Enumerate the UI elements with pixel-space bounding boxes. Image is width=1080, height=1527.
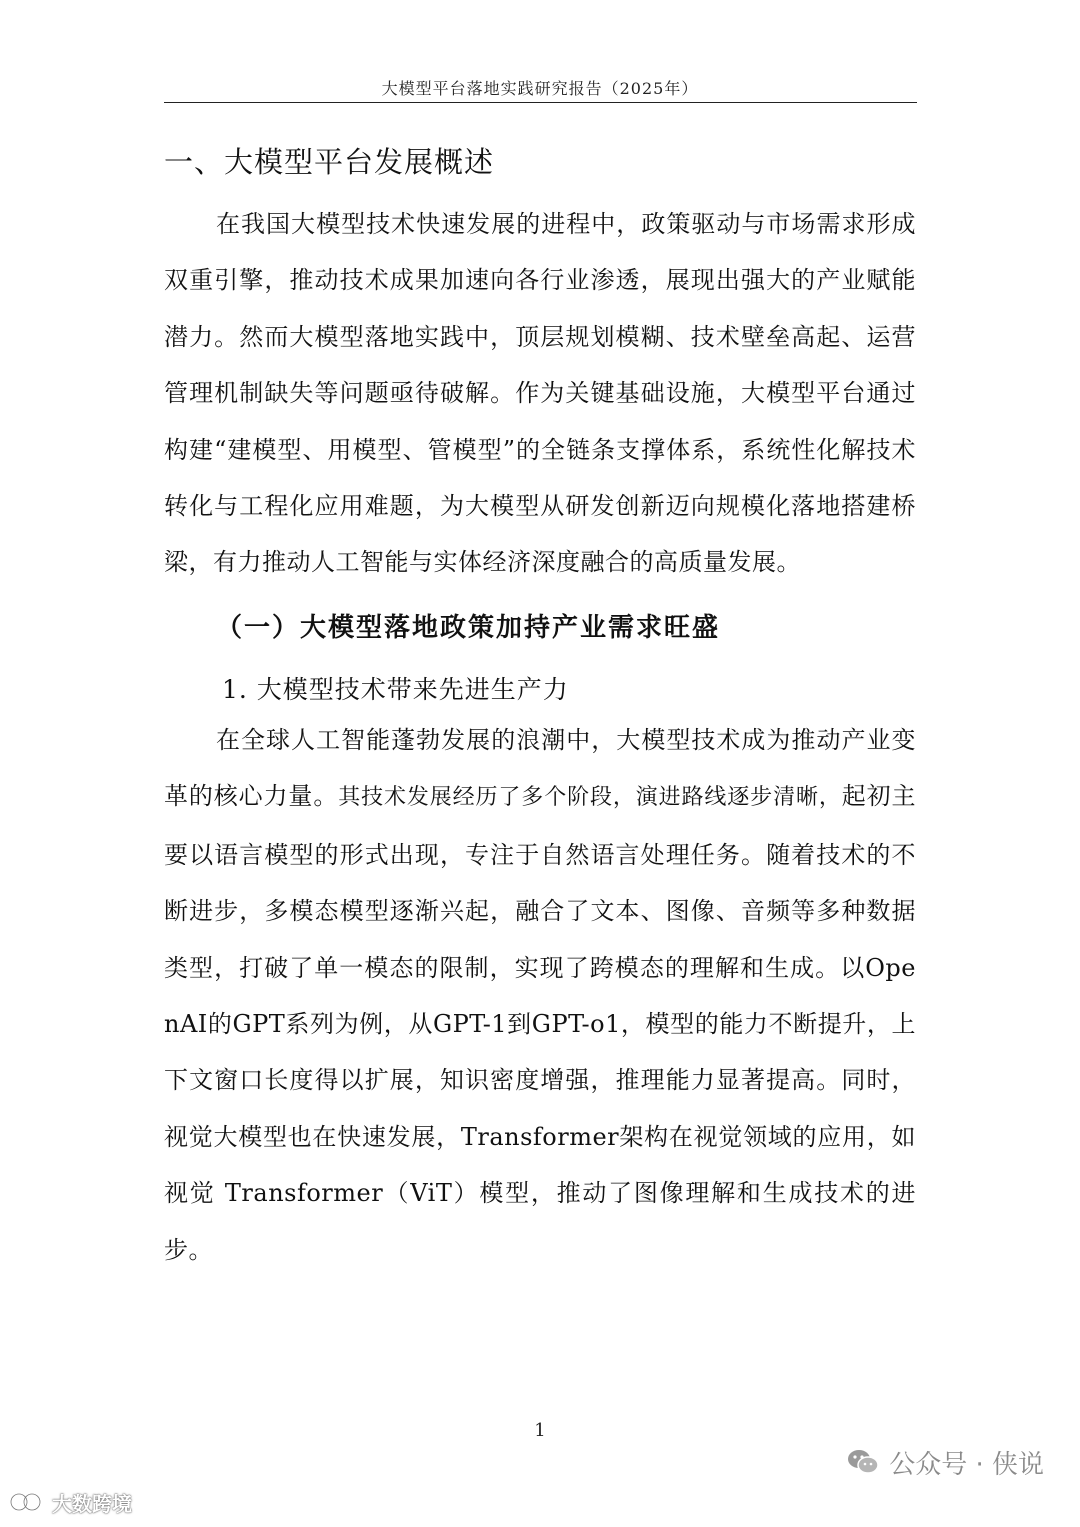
link-icon bbox=[8, 1491, 48, 1513]
watermark-right-text: 公众号 · 侠说 bbox=[889, 1449, 1044, 1480]
body-text-part1: 在全球人工智能蓬勃发展的浪潮中，大模型技术成为推动产业变革的核心力量。 bbox=[164, 726, 916, 811]
wechat-icon bbox=[847, 1448, 879, 1476]
body-text-highlight: 其技术发展经历了多个阶段，演进路线逐步清晰， bbox=[338, 785, 842, 811]
watermark-source bbox=[8, 1486, 132, 1518]
header-divider bbox=[164, 102, 917, 103]
watermark-left-text: 大数跨境 bbox=[52, 1491, 132, 1516]
intro-paragraph: 在我国大模型技术快速发展的进程中，政策驱动与市场需求形成双重引擎，推动技术成果加速向各行业渗透，展现出强大的产业赋能潜力。然而大模型落地实践中，顶层规划模糊、技术壁垒高起、运营管理机制缺失等问题亟待破解。作为关键基础设施，大模型平台通过构建“建模型、用模型、管模型”的全链条支撑体系，系统性化解技术转化与工程化应用难题，为大模型从研发创新迈向规模化落地搭建桥梁，有力推动人工智能与实体经济深度融合的高质量发展。 bbox=[164, 210, 916, 577]
section-title: 一、大模型平台发展概述 bbox=[164, 145, 495, 179]
page-number: 1 bbox=[534, 1420, 546, 1441]
body-text-part3: 起初主要以语言模型的形式出现，专注于自然语言处理任务。随着技术的不断进步，多模态模型逐渐兴起，融合了文本、图像、音频等多种数据类型，打破了单一模态的限制，实现了跨模态的理解和生成。以OpenAI的GPT系列为例，从GPT-1到GPT-o1，模型的能力不断提升，上下文窗口长度得以扩展，知识密度增强，推理能力显著提高。同时，视觉大模型也在快速发展，Transformer架构在视觉领域的应用，如视觉 Transformer（ViT）模型，推动了图像理解和生成技术的进步。 bbox=[164, 782, 917, 1264]
running-header: 大模型平台落地实践研究报告（2025年） bbox=[381, 79, 699, 98]
body-paragraph bbox=[164, 712, 916, 1278]
subsection-title: （一）大模型落地政策加持产业需求旺盛 bbox=[216, 613, 721, 643]
watermark-official-account bbox=[847, 1442, 1044, 1482]
item-title: 1. 大模型技术带来先进生产力 bbox=[222, 675, 569, 704]
